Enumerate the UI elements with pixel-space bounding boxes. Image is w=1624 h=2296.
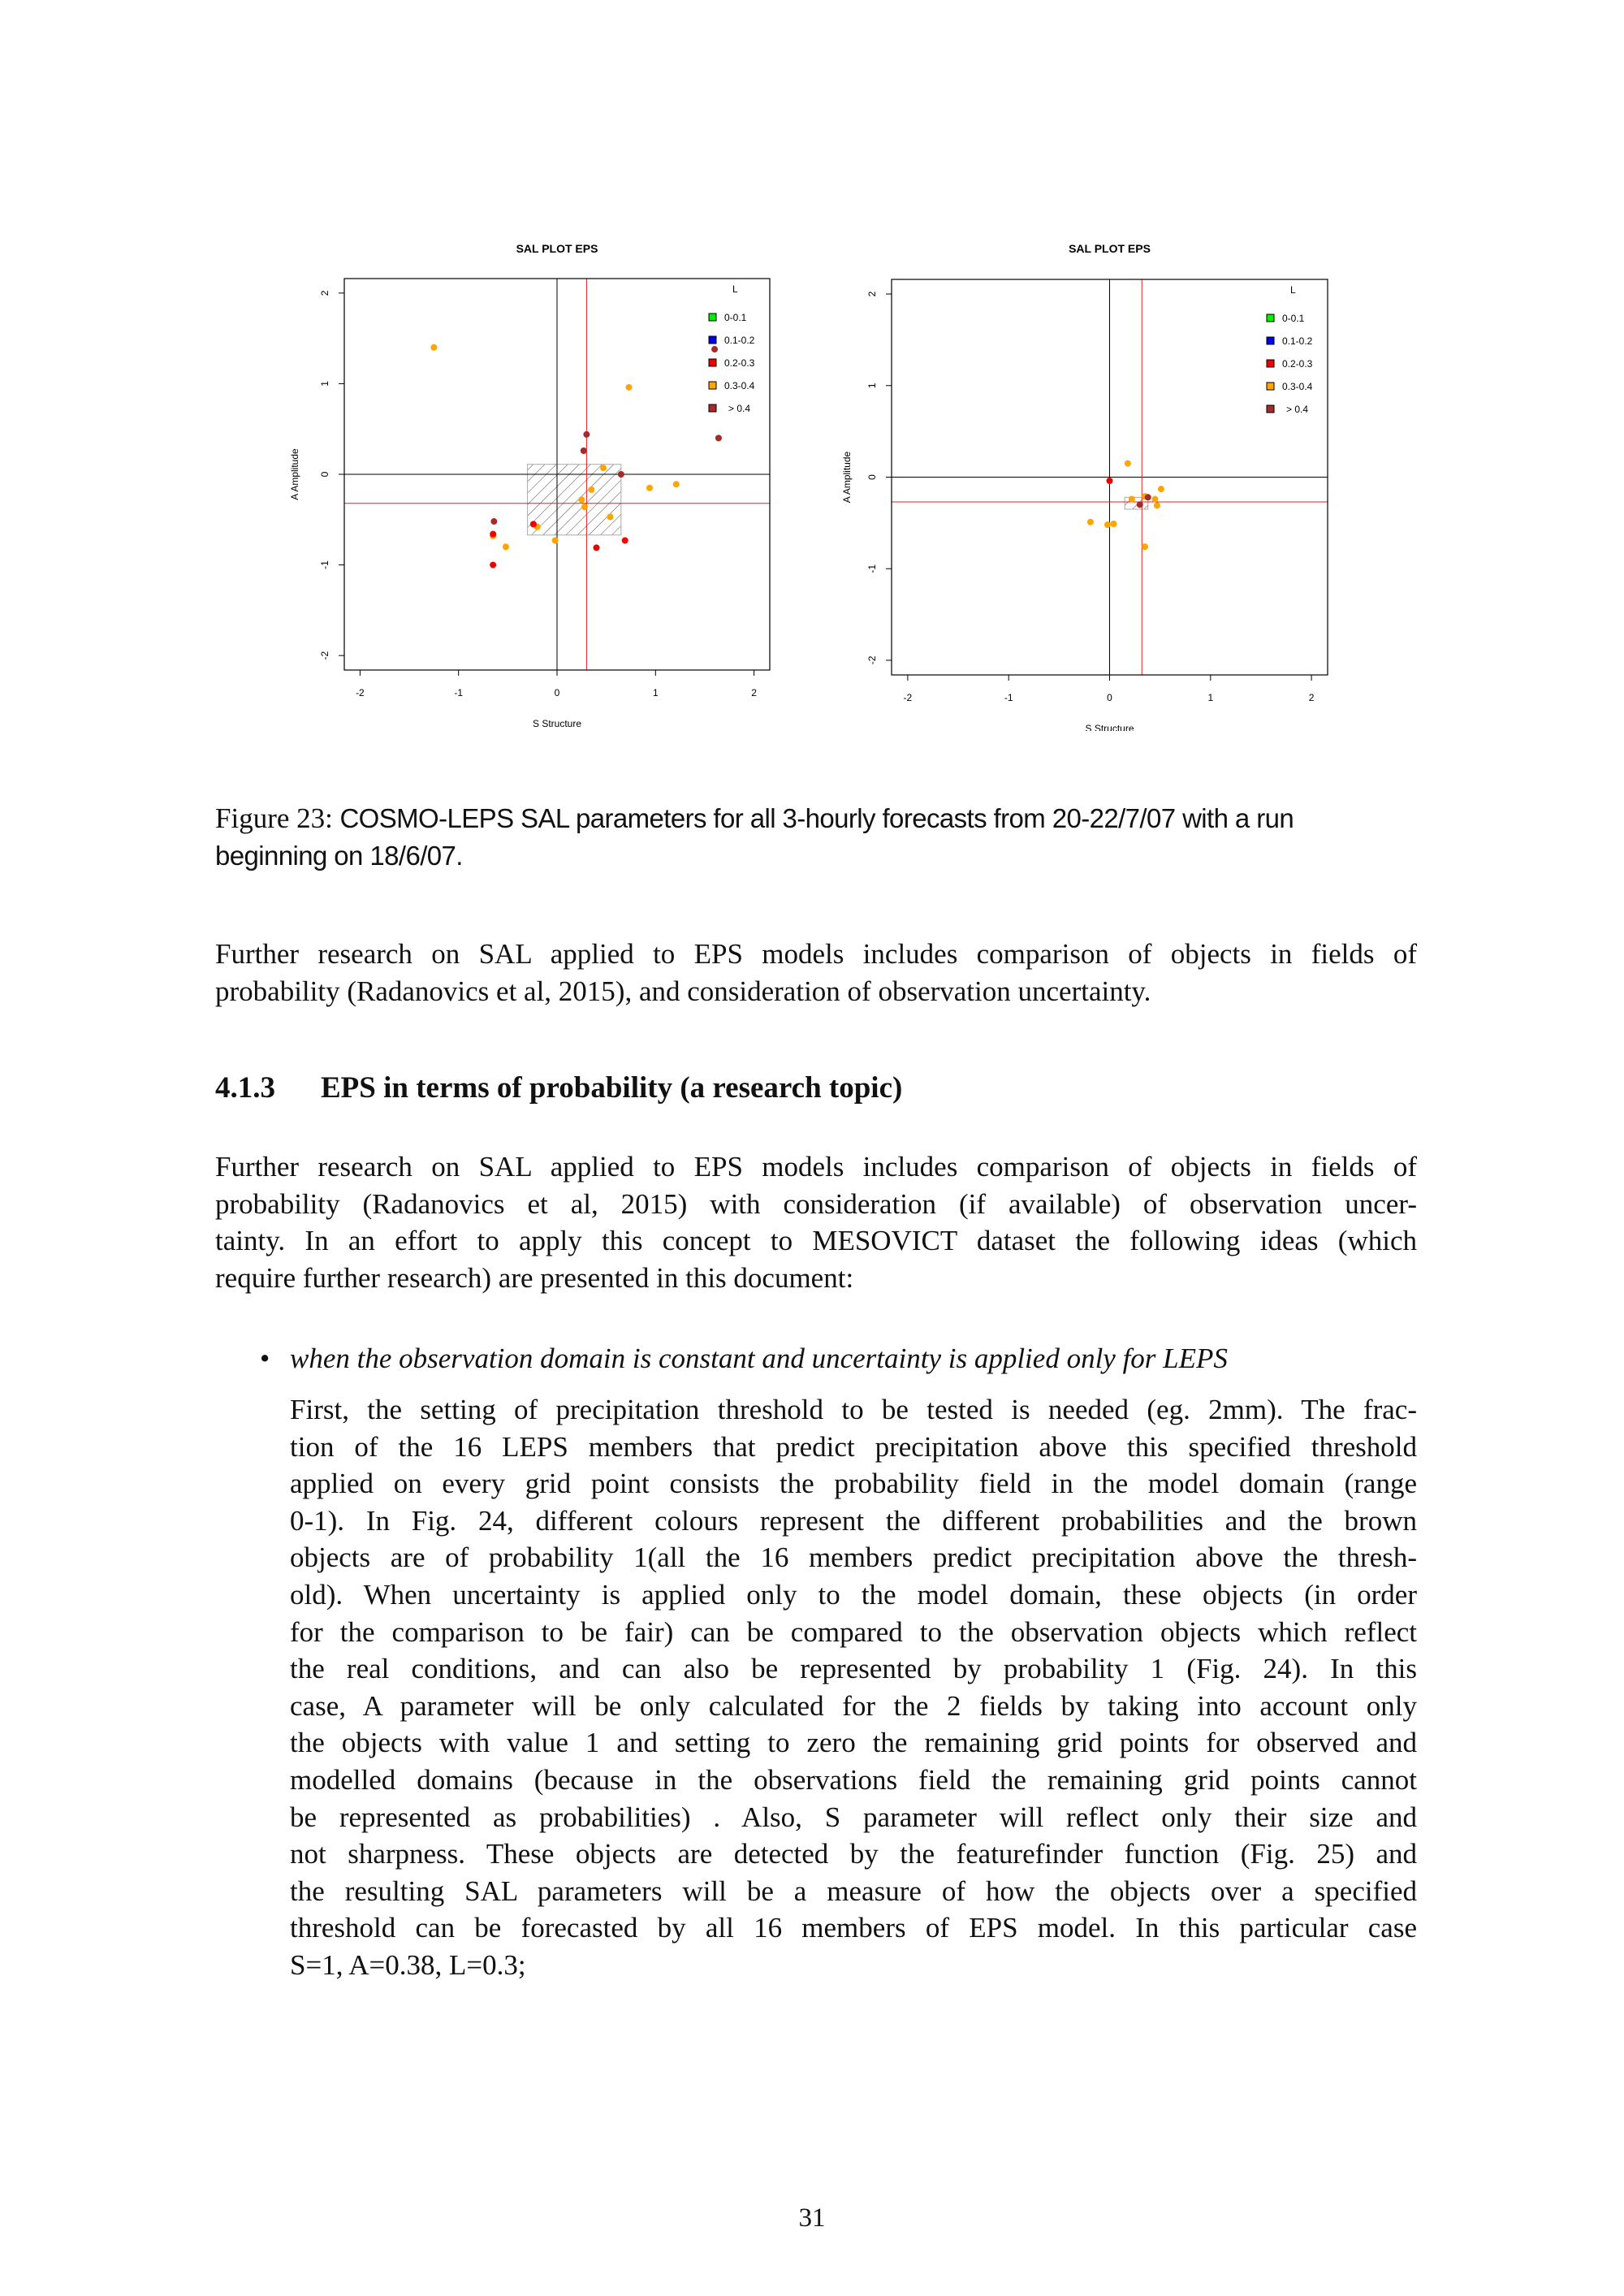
y-axis-label: A Amplitude (289, 448, 300, 500)
data-point (1107, 478, 1113, 484)
data-point (503, 543, 509, 550)
legend-swatch (709, 359, 716, 366)
legend-swatch (1267, 383, 1274, 390)
y-tick-label: 2 (866, 291, 878, 297)
data-point (618, 471, 624, 478)
legend-label: > 0.4 (1286, 404, 1309, 415)
y-tick-label: 0 (866, 474, 878, 480)
text-line: probability (Radanovics et al, 2015) with consideration (if available) of observation uncer- (215, 1187, 1417, 1220)
y-tick-label: -2 (319, 651, 330, 660)
text-line: tainty. In an effort to apply this concept to MESOVICT dataset the following ideas (which (215, 1225, 1417, 1257)
text-line: tion of the 16 LEPS members that predict precipitation above this specified threshold (290, 1430, 1417, 1463)
x-axis-label: S Structure (1085, 723, 1134, 731)
data-point (1125, 460, 1131, 467)
legend-label: 0.1-0.2 (1282, 335, 1313, 347)
legend-swatch (709, 382, 716, 389)
legend-title: L (732, 283, 738, 295)
y-tick-label: -1 (319, 560, 330, 569)
x-tick-label: 0 (1107, 692, 1112, 703)
legend-label: 0.2-0.3 (1282, 358, 1313, 370)
legend-swatch (1267, 337, 1274, 344)
y-tick-label: 0 (319, 471, 330, 478)
bullet-icon: • (260, 1343, 270, 1374)
legend-label: 0-0.1 (1282, 313, 1305, 324)
data-point (626, 384, 633, 391)
x-tick-label: -1 (1004, 692, 1013, 703)
legend-swatch (1267, 360, 1274, 367)
figure-caption (215, 800, 1417, 875)
legend-swatch (709, 404, 716, 412)
text-line: require further research) are presented in this document: (215, 1261, 854, 1294)
data-point (588, 486, 594, 493)
caption-label: Figure 23: (215, 802, 333, 834)
section-number: 4.1.3 (215, 1071, 275, 1105)
text-line: be represented as probabilities) . Also, S parameter will reflect only their size and (290, 1801, 1417, 1833)
text-line: old). When uncertainty is applied only to the model domain, these objects (in order (290, 1578, 1417, 1611)
legend-swatch (1267, 314, 1274, 322)
text-line: 0-1). In Fig. 24, different colours represent the different probabilities and the brown (290, 1504, 1417, 1537)
text-line: Further research on SAL applied to EPS models includes comparison of objects in fields of (215, 938, 1417, 970)
page-number: 31 (798, 2203, 826, 2233)
text-line: probability (Radanovics et al, 2015), and consideration of observation uncertainty. (215, 975, 1151, 1007)
text-line: Further research on SAL applied to EPS models includes comparison of objects in fields of (215, 1151, 1417, 1183)
data-point (600, 465, 607, 471)
data-point (673, 481, 680, 487)
data-point (1110, 521, 1116, 527)
x-tick-label: -2 (356, 687, 365, 698)
legend-title: L (1290, 284, 1296, 296)
text-line: S=1, A=0.38, L=0.3; (290, 1948, 526, 1981)
sal-plot-right (828, 227, 1348, 731)
data-point (715, 435, 722, 441)
data-point (530, 521, 537, 527)
data-point (583, 431, 590, 438)
data-point (1087, 519, 1094, 525)
y-axis-label: A Amplitude (841, 451, 853, 504)
x-tick-label: 0 (554, 687, 560, 698)
data-point (711, 346, 718, 352)
data-point (490, 562, 496, 569)
legend-label: > 0.4 (728, 403, 751, 414)
y-tick-label: 1 (866, 383, 878, 389)
legend-swatch (709, 313, 716, 321)
y-tick-label: -2 (866, 655, 878, 665)
y-tick-label: 1 (319, 381, 330, 387)
x-tick-label: 2 (751, 687, 757, 698)
x-tick-label: 1 (1207, 692, 1214, 703)
legend-label: 0.2-0.3 (724, 357, 755, 369)
text-line: threshold can be forecasted by all 16 members of EPS model. In this particular case (290, 1912, 1417, 1944)
data-point (1104, 521, 1111, 528)
text-line: modelled domains (because in the observations field the remaining grid points cannot (290, 1763, 1417, 1796)
caption-line: beginning on 18/6/07. (215, 841, 463, 871)
y-tick-label: 2 (319, 290, 330, 296)
legend-label: 0.1-0.2 (724, 335, 755, 346)
data-point (430, 344, 437, 351)
x-tick-label: 1 (652, 687, 659, 698)
data-point (581, 448, 587, 454)
x-tick-label: -1 (454, 687, 464, 698)
bullet-title: when the observation domain is constant and uncertainty is applied only for LEPS (290, 1343, 1228, 1374)
text-line: the objects with value 1 and setting to zero the remaining grid points for observed and (290, 1727, 1417, 1759)
text-line: applied on every grid point consists the probability field in the model domain (range (290, 1468, 1417, 1500)
data-point (1129, 496, 1135, 503)
legend-swatch (1267, 405, 1274, 413)
iqr-box (528, 465, 621, 535)
data-point (607, 513, 614, 520)
text-line: First, the setting of precipitation threshold to be tested is needed (eg. 2mm). The frac- (290, 1394, 1417, 1425)
x-tick-label: -2 (903, 692, 913, 703)
section-heading (215, 1070, 902, 1105)
data-point (646, 485, 653, 491)
text-line: the real conditions, and can also be represented by probability 1 (Fig. 24). In this (290, 1653, 1417, 1685)
paragraph-further-research (215, 936, 1417, 1010)
legend-swatch (709, 336, 716, 344)
sal-plot-left (276, 227, 796, 731)
data-point (490, 531, 496, 538)
data-point (1137, 501, 1143, 508)
data-point (578, 496, 585, 503)
data-point (1154, 502, 1160, 508)
x-tick-label: 2 (1308, 692, 1315, 703)
y-tick-label: -1 (866, 564, 878, 573)
x-axis-label: S Structure (532, 718, 582, 729)
data-point (1142, 543, 1148, 550)
data-point (594, 544, 600, 551)
data-point (622, 537, 628, 543)
text-line: case, A parameter will be only calculated for the 2 fields by taking into account only (290, 1689, 1417, 1722)
paragraph-intro (215, 1148, 1417, 1296)
legend-label: 0.3-0.4 (1282, 381, 1313, 392)
data-point (581, 504, 588, 510)
text-line: for the comparison to be fair) can be compared to the observation objects which reflect (290, 1615, 1417, 1648)
section-title: EPS in terms of probability (a research topic) (321, 1071, 903, 1105)
paragraph-bullet-body (290, 1391, 1417, 1984)
data-point (1151, 496, 1158, 503)
caption-line: COSMO-LEPS SAL parameters for all 3-hourly forecasts from 20-22/7/07 with a run (339, 803, 1294, 833)
text-line: the resulting SAL parameters will be a measure of how the objects over a specified (290, 1874, 1417, 1907)
chart-title: SAL PLOT EPS (516, 242, 598, 255)
data-point (1145, 494, 1151, 500)
legend-label: 0.3-0.4 (724, 380, 755, 391)
legend-label: 0-0.1 (724, 312, 747, 323)
data-point (1158, 486, 1164, 492)
text-line: objects are of probability 1(all the 16 members predict precipitation above the thresh- (290, 1541, 1417, 1574)
chart-title: SAL PLOT EPS (1069, 242, 1151, 255)
data-point (552, 537, 559, 543)
text-line: not sharpness. These objects are detected by the featurefinder function (Fig. 25) and (290, 1838, 1417, 1870)
data-point (490, 518, 497, 525)
